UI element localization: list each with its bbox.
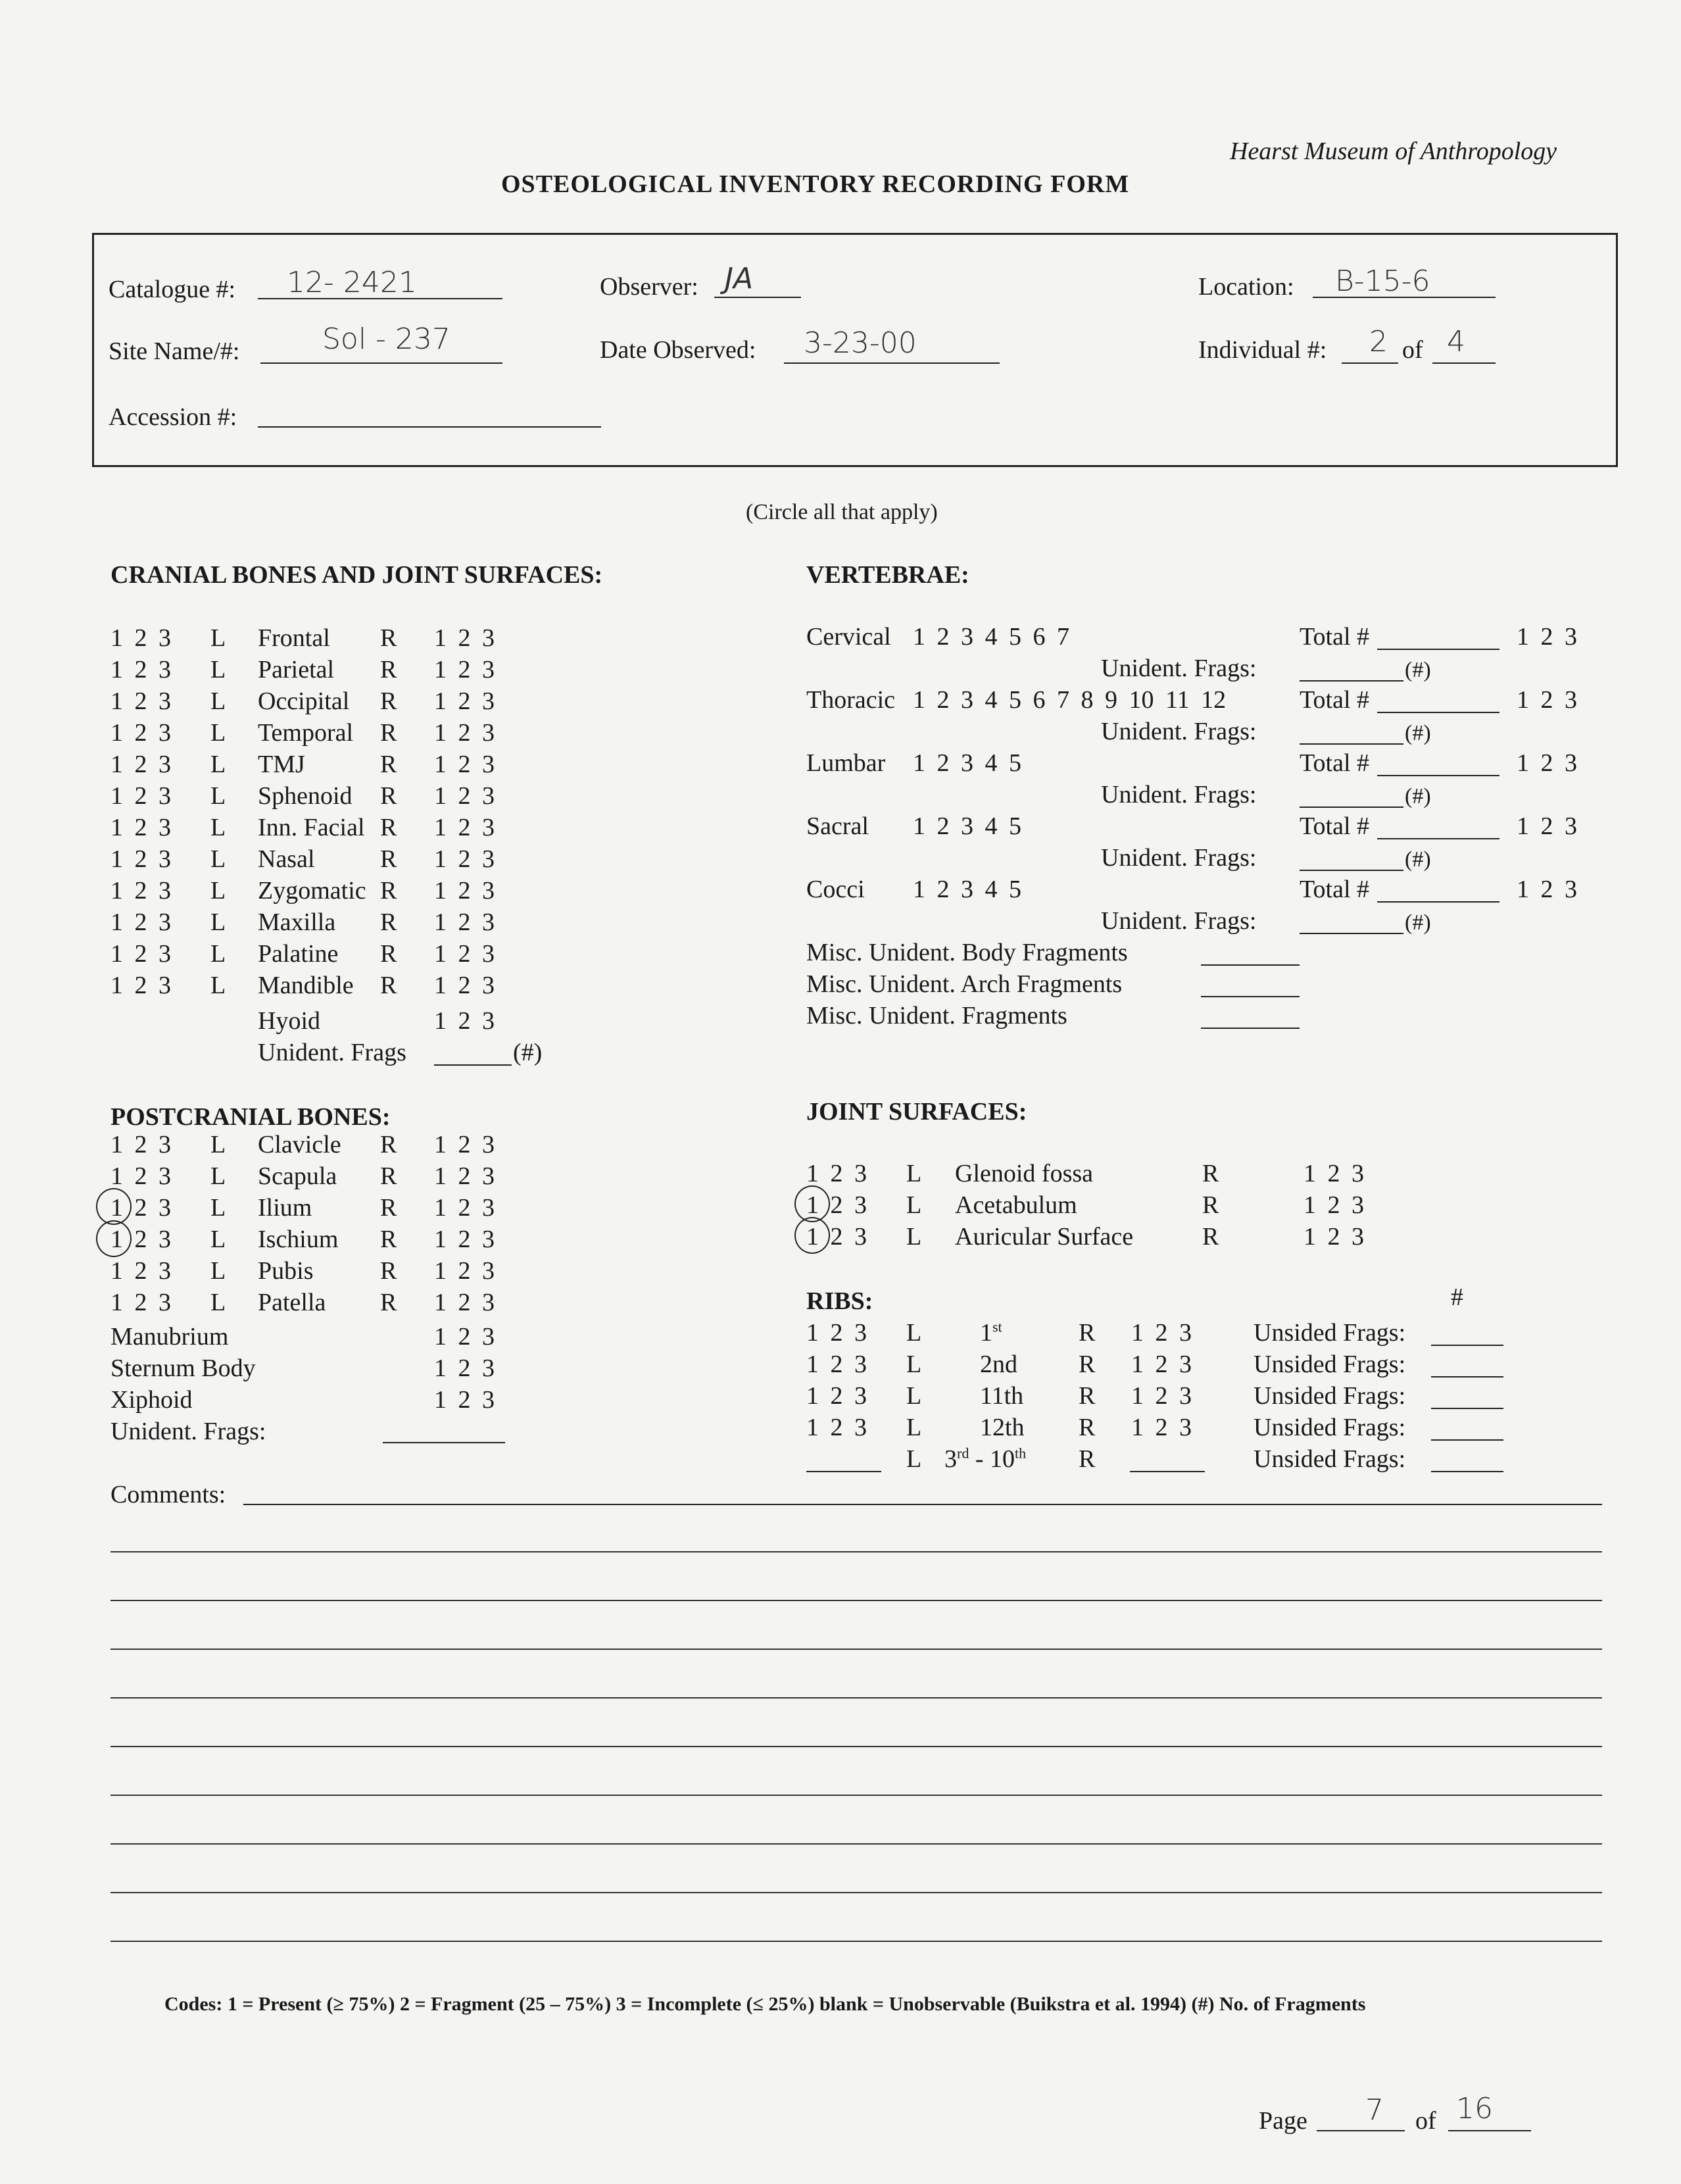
rib-mid-left-line[interactable] bbox=[806, 1471, 881, 1472]
rib-left-codes[interactable]: 1 2 3 bbox=[806, 1351, 867, 1378]
catalogue-line bbox=[258, 298, 502, 299]
comment-line[interactable] bbox=[110, 1649, 1602, 1650]
postcranial-right-codes[interactable]: 1 2 3 bbox=[434, 1162, 495, 1190]
vertebra-unident-label: Unident. Frags: bbox=[1101, 781, 1257, 808]
joint-left-codes[interactable]: 1 2 3 bbox=[806, 1223, 867, 1251]
cranial-left-codes[interactable]: 1 2 3 bbox=[110, 751, 171, 778]
catalogue-label: Catalogue #: bbox=[109, 276, 236, 303]
cranial-side-l: L bbox=[210, 656, 226, 683]
postcranial-heading: POSTCRANIAL BONES: bbox=[110, 1103, 391, 1131]
rib-side-r: R bbox=[1079, 1414, 1096, 1441]
vertebra-numbers[interactable]: 1 2 3 4 5 bbox=[913, 876, 1021, 903]
postcranial-left-codes[interactable]: 1 2 3 bbox=[110, 1162, 171, 1190]
postcranial-unident-line[interactable] bbox=[383, 1442, 505, 1443]
cranial-bone-name: Mandible bbox=[258, 972, 354, 999]
rib-mid-right-line[interactable] bbox=[1130, 1471, 1205, 1472]
comment-line[interactable] bbox=[110, 1843, 1602, 1845]
ribs-hash: # bbox=[1451, 1283, 1463, 1311]
location-label: Location: bbox=[1198, 273, 1294, 301]
site-label: Site Name/#: bbox=[109, 337, 240, 365]
vertebra-name: Sacral bbox=[806, 812, 869, 840]
vertebra-codes[interactable]: 1 2 3 bbox=[1517, 876, 1577, 903]
joint-left-codes[interactable]: 1 2 3 bbox=[806, 1160, 867, 1187]
cranial-left-codes[interactable]: 1 2 3 bbox=[110, 908, 171, 936]
accession-label: Accession #: bbox=[109, 403, 237, 431]
cranial-side-l: L bbox=[210, 719, 226, 747]
vertebra-unident-label: Unident. Frags: bbox=[1101, 718, 1257, 745]
cranial-left-codes[interactable]: 1 2 3 bbox=[110, 877, 171, 905]
cranial-side-r: R bbox=[380, 814, 397, 841]
vertebrae-heading: VERTEBRAE: bbox=[806, 561, 969, 589]
cranial-side-l: L bbox=[210, 814, 226, 841]
cranial-side-l: L bbox=[210, 940, 226, 968]
rib-mid-unsided: Unsided Frags: bbox=[1254, 1445, 1406, 1473]
vertebra-numbers[interactable]: 1 2 3 4 5 bbox=[913, 812, 1021, 840]
cranial-bone-name: Nasal bbox=[258, 845, 315, 873]
cranial-side-r: R bbox=[380, 940, 397, 968]
rib-unsided-line[interactable] bbox=[1431, 1439, 1503, 1441]
vertebra-total-line[interactable] bbox=[1377, 838, 1499, 839]
vertebra-unident-suffix: (#) bbox=[1405, 658, 1431, 682]
page-line bbox=[1317, 2130, 1405, 2131]
cranial-left-codes[interactable]: 1 2 3 bbox=[110, 845, 171, 873]
cranial-side-r: R bbox=[380, 972, 397, 999]
individual-line bbox=[1342, 362, 1398, 364]
rib-right-codes[interactable]: 1 2 3 bbox=[1131, 1382, 1192, 1410]
misc-fragment-line[interactable] bbox=[1201, 964, 1300, 966]
rib-side-r: R bbox=[1079, 1319, 1096, 1347]
comment-line[interactable] bbox=[110, 1600, 1602, 1601]
catalogue-value[interactable]: 12- 2421 bbox=[287, 266, 417, 299]
vertebra-codes[interactable]: 1 2 3 bbox=[1517, 749, 1577, 777]
vertebra-name: Lumbar bbox=[806, 749, 886, 777]
vertebra-unident-label: Unident. Frags: bbox=[1101, 844, 1257, 872]
cranial-left-codes[interactable]: 1 2 3 bbox=[110, 814, 171, 841]
instruction: (Circle all that apply) bbox=[746, 500, 938, 524]
vertebra-total-line[interactable] bbox=[1377, 712, 1499, 713]
misc-fragment-label: Misc. Unident. Body Fragments bbox=[806, 939, 1128, 966]
postcranial-bone-name: Ischium bbox=[258, 1226, 339, 1253]
page-value[interactable]: 7 bbox=[1365, 2093, 1384, 2127]
cranial-side-l: L bbox=[210, 972, 226, 999]
postcranial-side-r: R bbox=[380, 1289, 397, 1316]
joint-side-r: R bbox=[1202, 1160, 1219, 1187]
misc-fragment-line[interactable] bbox=[1201, 1028, 1300, 1029]
vertebra-unident-line[interactable] bbox=[1300, 807, 1403, 808]
cranial-right-codes[interactable]: 1 2 3 bbox=[434, 782, 495, 810]
codes-legend: Codes: 1 = Present (≥ 75%) 2 = Fragment (25 – 75%) 3 = Incomplete (≤ 25%) blank = Unobservable (Buikstra et al. 1994) (#) No. of Fragments bbox=[164, 1993, 1366, 2015]
rib-unsided-line[interactable] bbox=[1431, 1376, 1503, 1377]
date-label: Date Observed: bbox=[600, 336, 756, 364]
cranial-left-codes[interactable]: 1 2 3 bbox=[110, 972, 171, 999]
rib-unsided-label: Unsided Frags: bbox=[1254, 1414, 1406, 1441]
vertebra-codes[interactable]: 1 2 3 bbox=[1517, 686, 1577, 714]
cranial-side-r: R bbox=[380, 782, 397, 810]
cranial-side-r: R bbox=[380, 687, 397, 715]
axial-bone-name: Xiphoid bbox=[110, 1386, 193, 1414]
postcranial-right-codes[interactable]: 1 2 3 bbox=[434, 1194, 495, 1222]
rib-name: 11th bbox=[980, 1382, 1024, 1410]
cranial-left-codes[interactable]: 1 2 3 bbox=[110, 719, 171, 747]
axial-codes[interactable]: 1 2 3 bbox=[434, 1323, 495, 1351]
location-line bbox=[1313, 297, 1496, 298]
postcranial-bone-name: Clavicle bbox=[258, 1131, 341, 1158]
vertebra-total-label: Total # bbox=[1300, 812, 1370, 840]
vertebra-unident-line[interactable] bbox=[1300, 680, 1403, 682]
vertebra-total-label: Total # bbox=[1300, 686, 1370, 714]
vertebra-total-label: Total # bbox=[1300, 623, 1370, 651]
cranial-side-l: L bbox=[210, 782, 226, 810]
joint-right-codes[interactable]: 1 2 3 bbox=[1303, 1191, 1364, 1219]
page-total[interactable]: 16 bbox=[1456, 2092, 1493, 2125]
rib-name: 12th bbox=[980, 1414, 1025, 1441]
postcranial-left-codes[interactable]: 1 2 3 bbox=[110, 1257, 171, 1285]
misc-fragment-label: Misc. Unident. Fragments bbox=[806, 1002, 1067, 1030]
cranial-bone-name: Parietal bbox=[258, 656, 335, 683]
cranial-side-r: R bbox=[380, 656, 397, 683]
cranial-right-codes[interactable]: 1 2 3 bbox=[434, 972, 495, 999]
cranial-right-codes[interactable]: 1 2 3 bbox=[434, 624, 495, 652]
rib-unsided-label: Unsided Frags: bbox=[1254, 1319, 1406, 1347]
cranial-side-r: R bbox=[380, 719, 397, 747]
vertebra-name: Cocci bbox=[806, 876, 865, 903]
individual-total[interactable]: 4 bbox=[1447, 325, 1465, 359]
postcranial-left-codes[interactable]: 1 2 3 bbox=[110, 1289, 171, 1316]
postcranial-side-l: L bbox=[210, 1289, 226, 1316]
postcranial-side-r: R bbox=[380, 1226, 397, 1253]
cranial-bone-name: Palatine bbox=[258, 940, 339, 968]
joint-side-l: L bbox=[906, 1160, 922, 1187]
hyoid-label: Hyoid bbox=[258, 1007, 320, 1035]
comment-line[interactable] bbox=[110, 1941, 1602, 1942]
comment-line[interactable] bbox=[110, 1892, 1602, 1893]
comment-line[interactable] bbox=[110, 1697, 1602, 1699]
vertebra-codes[interactable]: 1 2 3 bbox=[1517, 812, 1577, 840]
cranial-side-r: R bbox=[380, 624, 397, 652]
joint-side-r: R bbox=[1202, 1191, 1219, 1219]
rib-mid-unsided-line[interactable] bbox=[1431, 1471, 1503, 1472]
postcranial-bone-name: Patella bbox=[258, 1289, 326, 1316]
comment-line[interactable] bbox=[110, 1795, 1602, 1796]
joints-heading: JOINT SURFACES: bbox=[806, 1098, 1027, 1126]
observer-value[interactable]: JA bbox=[725, 262, 754, 295]
vertebra-unident-line[interactable] bbox=[1300, 743, 1403, 745]
vertebra-total-label: Total # bbox=[1300, 749, 1370, 777]
vertebra-unident-suffix: (#) bbox=[1405, 847, 1431, 872]
cranial-right-codes[interactable]: 1 2 3 bbox=[434, 687, 495, 715]
rib-side-l: L bbox=[906, 1414, 922, 1441]
comment-line[interactable] bbox=[110, 1551, 1602, 1552]
observer-line bbox=[714, 297, 801, 298]
rib-mid-range: 3rd - 10th bbox=[944, 1445, 1027, 1473]
rib-side-l: L bbox=[906, 1319, 922, 1347]
cranial-bone-name: Sphenoid bbox=[258, 782, 353, 810]
vertebra-total-line[interactable] bbox=[1377, 649, 1499, 650]
rib-right-codes[interactable]: 1 2 3 bbox=[1131, 1351, 1192, 1378]
vertebra-numbers[interactable]: 1 2 3 4 5 bbox=[913, 749, 1021, 777]
postcranial-side-l: L bbox=[210, 1131, 226, 1158]
comments-label: Comments: bbox=[110, 1481, 226, 1508]
site-line bbox=[260, 362, 502, 364]
postcranial-side-r: R bbox=[380, 1194, 397, 1222]
cranial-right-codes[interactable]: 1 2 3 bbox=[434, 656, 495, 683]
rib-unsided-line[interactable] bbox=[1431, 1345, 1503, 1346]
individual-value[interactable]: 2 bbox=[1369, 325, 1388, 359]
cranial-side-l: L bbox=[210, 687, 226, 715]
rib-left-codes[interactable]: 1 2 3 bbox=[806, 1382, 867, 1410]
cranial-right-codes[interactable]: 1 2 3 bbox=[434, 877, 495, 905]
vertebra-numbers[interactable]: 1 2 3 4 5 6 7 bbox=[913, 623, 1069, 651]
cranial-right-codes[interactable]: 1 2 3 bbox=[434, 845, 495, 873]
rib-side-l: L bbox=[906, 1351, 922, 1378]
postcranial-bone-name: Scapula bbox=[258, 1162, 337, 1190]
rib-unsided-line[interactable] bbox=[1431, 1408, 1503, 1409]
cranial-bone-name: Zygomatic bbox=[258, 877, 366, 905]
site-value[interactable]: Sol - 237 bbox=[322, 322, 451, 356]
cranial-side-l: L bbox=[210, 877, 226, 905]
individual-total-line bbox=[1432, 362, 1496, 364]
cranial-unident-line[interactable] bbox=[434, 1064, 512, 1066]
joint-surface-name: Glenoid fossa bbox=[955, 1160, 1094, 1187]
vertebra-total-line[interactable] bbox=[1377, 901, 1499, 903]
vertebra-numbers[interactable]: 1 2 3 4 5 6 7 8 9 10 11 12 bbox=[913, 686, 1227, 714]
comment-line[interactable] bbox=[110, 1746, 1602, 1747]
date-value[interactable]: 3-23-00 bbox=[804, 326, 917, 360]
individual-label: Individual #: bbox=[1198, 336, 1327, 364]
vertebra-total-label: Total # bbox=[1300, 876, 1370, 903]
cranial-right-codes[interactable]: 1 2 3 bbox=[434, 751, 495, 778]
cranial-right-codes[interactable]: 1 2 3 bbox=[434, 814, 495, 841]
rib-unsided-label: Unsided Frags: bbox=[1254, 1351, 1406, 1378]
vertebra-unident-line[interactable] bbox=[1300, 933, 1403, 934]
cranial-bone-name: Occipital bbox=[258, 687, 350, 715]
vertebra-total-line[interactable] bbox=[1377, 775, 1499, 776]
postcranial-side-l: L bbox=[210, 1194, 226, 1222]
rib-left-codes[interactable]: 1 2 3 bbox=[806, 1414, 867, 1441]
cranial-side-l: L bbox=[210, 908, 226, 936]
cranial-side-l: L bbox=[210, 624, 226, 652]
cranial-side-l: L bbox=[210, 845, 226, 873]
cranial-bone-name: TMJ bbox=[258, 751, 305, 778]
rib-name: 1st bbox=[980, 1318, 1002, 1347]
joint-surface-name: Auricular Surface bbox=[955, 1223, 1134, 1251]
axial-bone-name: Sternum Body bbox=[110, 1354, 256, 1382]
postcranial-right-codes[interactable]: 1 2 3 bbox=[434, 1257, 495, 1285]
cranial-side-r: R bbox=[380, 877, 397, 905]
rib-mid-l: L bbox=[906, 1445, 922, 1473]
comment-line[interactable] bbox=[243, 1504, 1602, 1505]
ilium-circle-mark bbox=[96, 1188, 132, 1225]
vertebra-name: Thoracic bbox=[806, 686, 896, 714]
vertebra-unident-suffix: (#) bbox=[1405, 910, 1431, 935]
individual-of: of bbox=[1402, 336, 1423, 364]
axial-codes[interactable]: 1 2 3 bbox=[434, 1386, 495, 1414]
postcranial-bone-name: Ilium bbox=[258, 1194, 312, 1222]
page-total-line bbox=[1448, 2130, 1531, 2131]
cranial-right-codes[interactable]: 1 2 3 bbox=[434, 719, 495, 747]
postcranial-side-r: R bbox=[380, 1162, 397, 1190]
rib-name: 2nd bbox=[980, 1351, 1017, 1378]
joint-side-l: L bbox=[906, 1191, 922, 1219]
location-value[interactable]: B-15-6 bbox=[1335, 264, 1430, 298]
axial-codes[interactable]: 1 2 3 bbox=[434, 1354, 495, 1382]
cranial-bone-name: Maxilla bbox=[258, 908, 336, 936]
rib-right-codes[interactable]: 1 2 3 bbox=[1131, 1414, 1192, 1441]
misc-fragment-line[interactable] bbox=[1201, 996, 1300, 997]
joint-right-codes[interactable]: 1 2 3 bbox=[1303, 1160, 1364, 1187]
joint-side-l: L bbox=[906, 1223, 922, 1251]
cranial-bone-name: Temporal bbox=[258, 719, 354, 747]
cranial-left-codes[interactable]: 1 2 3 bbox=[110, 940, 171, 968]
vertebra-unident-label: Unident. Frags: bbox=[1101, 907, 1257, 935]
postcranial-side-r: R bbox=[380, 1131, 397, 1158]
postcranial-right-codes[interactable]: 1 2 3 bbox=[434, 1131, 495, 1158]
cranial-left-codes[interactable]: 1 2 3 bbox=[110, 624, 171, 652]
rib-side-r: R bbox=[1079, 1351, 1096, 1378]
postcranial-side-l: L bbox=[210, 1226, 226, 1253]
misc-fragment-label: Misc. Unident. Arch Fragments bbox=[806, 970, 1123, 998]
cranial-left-codes[interactable]: 1 2 3 bbox=[110, 687, 171, 715]
postcranial-right-codes[interactable]: 1 2 3 bbox=[434, 1289, 495, 1316]
cranial-left-codes[interactable]: 1 2 3 bbox=[110, 782, 171, 810]
postcranial-left-codes[interactable]: 1 2 3 bbox=[110, 1194, 171, 1222]
joint-side-r: R bbox=[1202, 1223, 1219, 1251]
ribs-heading: RIBS: bbox=[806, 1287, 873, 1315]
cranial-heading: CRANIAL BONES AND JOINT SURFACES: bbox=[110, 561, 603, 589]
ischium-circle-mark bbox=[96, 1220, 132, 1257]
rib-side-l: L bbox=[906, 1382, 922, 1410]
cranial-side-r: R bbox=[380, 751, 397, 778]
vertebra-unident-line[interactable] bbox=[1300, 870, 1403, 871]
joint-surface-name: Acetabulum bbox=[955, 1191, 1077, 1219]
cranial-unident-suffix: (#) bbox=[513, 1039, 543, 1066]
cranial-right-codes[interactable]: 1 2 3 bbox=[434, 908, 495, 936]
postcranial-side-l: L bbox=[210, 1257, 226, 1285]
joint-right-codes[interactable]: 1 2 3 bbox=[1303, 1223, 1364, 1251]
cranial-side-l: L bbox=[210, 751, 226, 778]
rib-right-codes[interactable]: 1 2 3 bbox=[1131, 1319, 1192, 1347]
cranial-right-codes[interactable]: 1 2 3 bbox=[434, 940, 495, 968]
postcranial-side-l: L bbox=[210, 1162, 226, 1190]
cranial-side-r: R bbox=[380, 845, 397, 873]
cranial-bone-name: Frontal bbox=[258, 624, 330, 652]
joint-left-codes[interactable]: 1 2 3 bbox=[806, 1191, 867, 1219]
cranial-unident-label: Unident. Frags bbox=[258, 1039, 406, 1066]
vertebra-unident-suffix: (#) bbox=[1405, 721, 1431, 745]
axial-bone-name: Manubrium bbox=[110, 1323, 229, 1351]
auricular-circle-mark bbox=[794, 1217, 830, 1254]
vertebra-codes[interactable]: 1 2 3 bbox=[1517, 623, 1577, 651]
postcranial-left-codes[interactable]: 1 2 3 bbox=[110, 1226, 171, 1253]
page-label: Page bbox=[1259, 2107, 1307, 2135]
postcranial-side-r: R bbox=[380, 1257, 397, 1285]
vertebra-unident-suffix: (#) bbox=[1405, 784, 1431, 808]
cranial-left-codes[interactable]: 1 2 3 bbox=[110, 656, 171, 683]
hyoid-codes[interactable]: 1 2 3 bbox=[434, 1007, 495, 1035]
rib-unsided-label: Unsided Frags: bbox=[1254, 1382, 1406, 1410]
accession-line[interactable] bbox=[258, 426, 601, 428]
rib-mid-r: R bbox=[1079, 1445, 1096, 1473]
postcranial-bone-name: Pubis bbox=[258, 1257, 314, 1285]
cranial-bone-name: Inn. Facial bbox=[258, 814, 365, 841]
postcranial-left-codes[interactable]: 1 2 3 bbox=[110, 1131, 171, 1158]
observer-label: Observer: bbox=[600, 273, 698, 301]
cranial-side-r: R bbox=[380, 908, 397, 936]
form-title: OSTEOLOGICAL INVENTORY RECORDING FORM bbox=[501, 170, 1130, 198]
date-line bbox=[784, 362, 1000, 364]
rib-side-r: R bbox=[1079, 1382, 1096, 1410]
museum-name: Hearst Museum of Anthropology bbox=[1230, 137, 1557, 165]
postcranial-unident-label: Unident. Frags: bbox=[110, 1418, 266, 1445]
postcranial-right-codes[interactable]: 1 2 3 bbox=[434, 1226, 495, 1253]
vertebra-name: Cervical bbox=[806, 623, 891, 651]
page-of-label: of bbox=[1415, 2107, 1436, 2135]
rib-left-codes[interactable]: 1 2 3 bbox=[806, 1319, 867, 1347]
vertebra-unident-label: Unident. Frags: bbox=[1101, 655, 1257, 682]
